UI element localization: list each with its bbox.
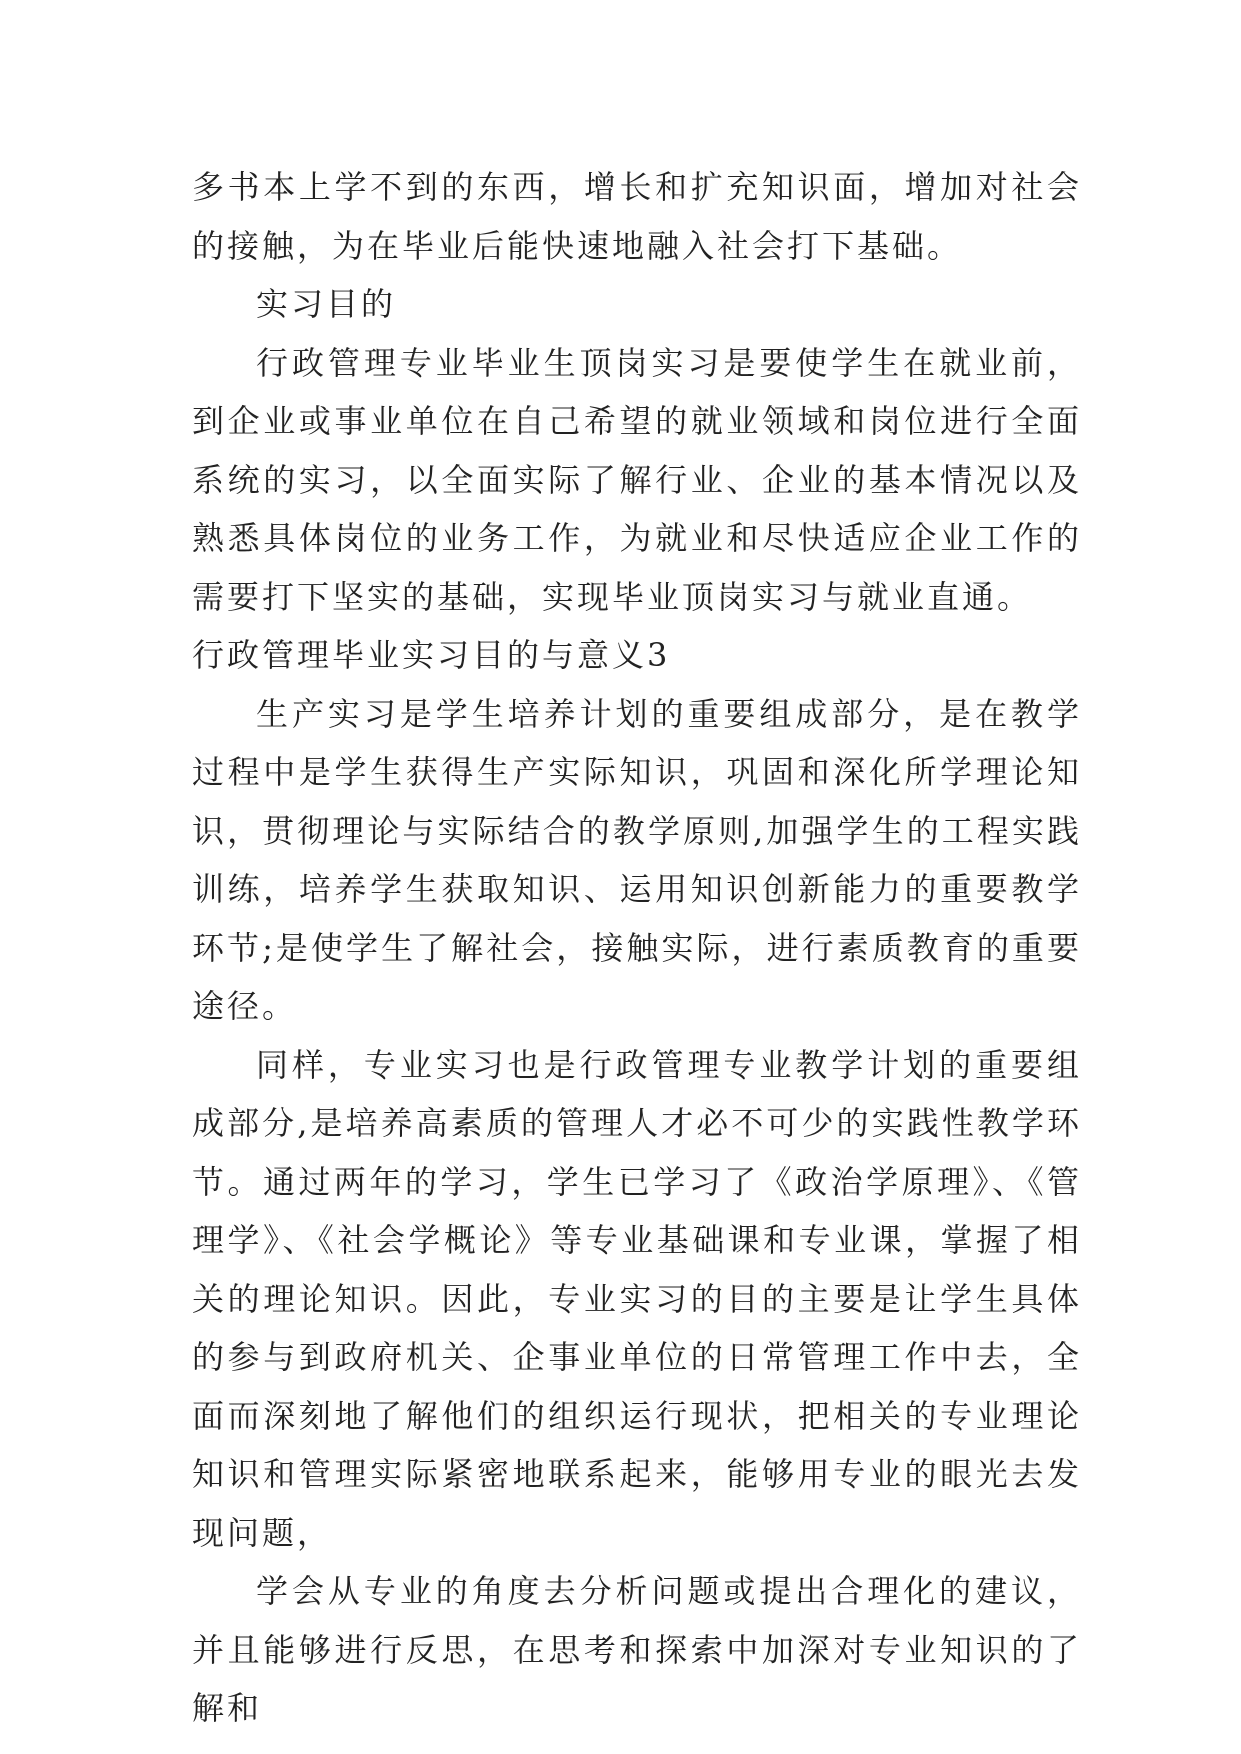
paragraph-internship-purpose: 行政管理专业毕业生顶岗实习是要使学生在就业前，到企业或事业单位在自己希望的就业领域和岗位进行全面系统的实习，以全面实际了解行业、企业的基本情况以及熟悉具体岗位的业务工作，为就业和尽快适应企业工作的需要打下坚实的基础，实现毕业顶岗实习与就业直通。 [192,343,1082,616]
paragraph-analysis-reflection: 学会从专业的角度去分析问题或提出合理化的建议，并且能够进行反思，在思考和探索中加深对专业知识的了解和 [192,1572,1082,1727]
section-label-internship-purpose: 实习目的 [256,285,397,323]
paragraph-production-internship: 生产实习是学生培养计划的重要组成部分，是在教学过程中是学生获得生产实际知识，巩固和深化所学理论知识，贯彻理论与实际结合的教学原则,加强学生的工程实践训练，培养学生获取知识、运用知识创新能力的重要教学环节;是使学生了解社会，接触实际，进行素质教育的重要途径。 [192,694,1082,1025]
document-body [192,158,1082,1738]
paragraph-continuation: 多书本上学不到的东西，增长和扩充知识面，增加对社会的接触，为在毕业后能快速地融入社会打下基础。 [192,168,1082,265]
section-heading: 行政管理毕业实习目的与意义3 [192,636,671,674]
paragraph-professional-internship: 同样，专业实习也是行政管理专业教学计划的重要组成部分,是培养高素质的管理人才必不可少的实践性教学环节。通过两年的学习，学生已学习了《政治学原理》、《管理学》、《社会学概论》等专业基础课和专业课，掌握了相关的理论知识。因此，专业实习的目的主要是让学生具体的参与到政府机关、企事业单位的日常管理工作中去，全面而深刻地了解他们的组织运行现状，把相关的专业理论知识和管理实际紧密地联系起来，能够用专业的眼光去发现问题， [192,1045,1082,1552]
